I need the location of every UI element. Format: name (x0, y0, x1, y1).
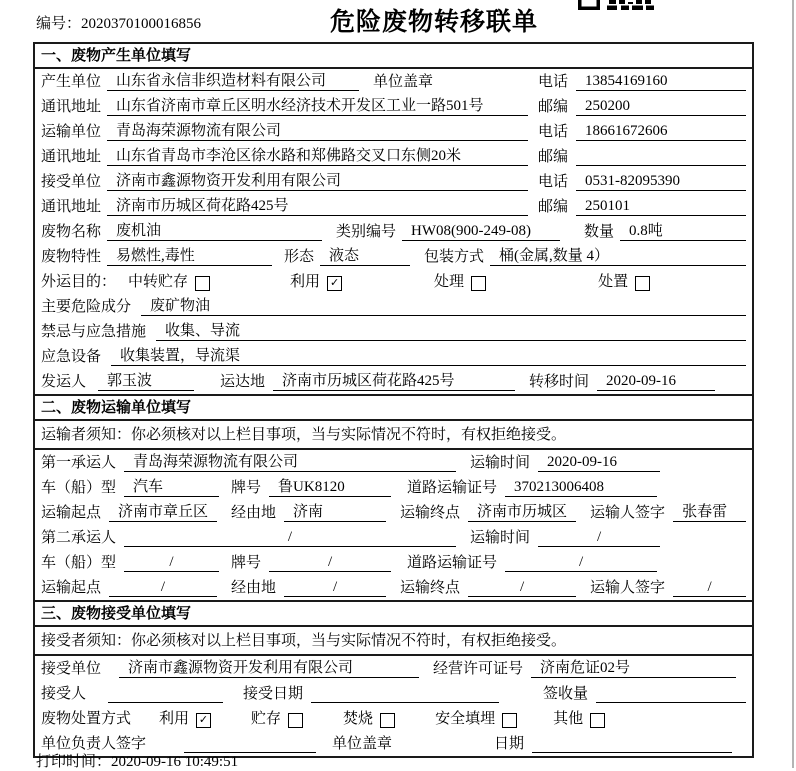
waste-name-row (35, 219, 752, 244)
purpose-transfer-checkbox (195, 276, 210, 291)
receive-unit-row (35, 169, 752, 194)
route2-via-value: / (284, 579, 386, 597)
route1-end-value: 济南市历城区 (468, 500, 576, 522)
receiver-label: 接受人 (41, 686, 87, 702)
produce-addr-value: 山东省济南市章丘区明水经济技术开发区工业一路501号 (107, 94, 528, 116)
section1-title: 一、废物产生单位填写 (35, 44, 752, 69)
route1-sign-label: 运输人签字 (590, 505, 666, 521)
receiver-value (108, 686, 223, 703)
receipt-qty-value (596, 686, 746, 703)
vehicle1-plate-value: 鲁UK8120 (269, 475, 391, 497)
disposal-burn-checkbox (380, 713, 395, 728)
produce-unit-row (35, 69, 752, 94)
receive-phone-label: 电话 (538, 174, 569, 190)
route2-end-label: 运输终点 (400, 580, 461, 596)
carrier1-value: 青岛海荣源物流有限公司 (124, 450, 456, 472)
receiver-row (35, 681, 752, 706)
carrier1-time-value: 2020-09-16 (538, 454, 660, 472)
route1-start-value: 济南市章丘区 (109, 500, 217, 522)
receive-addr-row (35, 194, 752, 219)
unit-seal-label: 单位盖章 (373, 74, 434, 90)
produce-unit-label: 产生单位 (41, 74, 102, 90)
sender-row (35, 369, 752, 394)
vehicle2-value: / (124, 554, 219, 572)
sender-label: 发运人 (41, 374, 87, 390)
carrier2-time-label: 运输时间 (470, 530, 531, 546)
disposal-store-label: 贮存 (251, 711, 282, 727)
vehicle2-cert-value: / (505, 554, 657, 572)
waste-prop-row (35, 244, 752, 269)
transport-phone-label: 电话 (538, 124, 569, 140)
equipment-label: 应急设备 (41, 349, 102, 365)
sender-time-label: 转移时间 (529, 374, 590, 390)
route1-label: 运输起点 (41, 505, 102, 521)
transporter-notice: 运输者须知：你必须核对以上栏目事项，当与实际情况不符时，有权拒绝接受。 (35, 421, 752, 450)
disposal-other-checkbox (590, 713, 605, 728)
transport-addr-row (35, 144, 752, 169)
receive-zip-value: 250101 (576, 198, 746, 216)
serial-number (36, 12, 201, 33)
receive-phone-value: 0531-82095390 (576, 173, 746, 191)
route1-via-value: 济南 (284, 500, 386, 522)
sender-dest-label: 运达地 (220, 374, 266, 390)
receive-addr-label: 通讯地址 (41, 199, 102, 215)
purpose-treat-checkbox (471, 276, 486, 291)
purpose-option-transfer-label: 中转贮存 (128, 274, 189, 290)
disposal-reuse-checkbox: ✓ (196, 713, 211, 728)
vehicle1-value: 汽车 (124, 475, 219, 497)
section3-title: 三、废物接受单位填写 (35, 600, 752, 627)
carrier1-row (35, 450, 752, 475)
disposal-label: 废物处置方式 (41, 711, 132, 727)
produce-zip-value: 250200 (576, 98, 746, 116)
sender-time-value: 2020-09-16 (597, 373, 715, 391)
disposal-landfill-checkbox (502, 713, 517, 728)
route2-via-label: 经由地 (231, 580, 277, 596)
waste-qty-value: 0.8吨 (620, 219, 746, 241)
receive-addr-value: 济南市历城区荷花路425号 (107, 194, 528, 216)
responsible-sign-label: 单位负责人签字 (41, 736, 147, 752)
transport-unit-value: 青岛海荣源物流有限公司 (107, 119, 528, 141)
carrier2-time-value: / (538, 529, 660, 547)
transport-phone-value: 18661672606 (576, 123, 746, 141)
sender-dest-value: 济南市历城区荷花路425号 (273, 369, 515, 391)
carrier1-time-label: 运输时间 (470, 455, 531, 471)
taboo-row (35, 319, 752, 344)
document-header (0, 0, 796, 42)
carrier2-value: / (124, 529, 456, 547)
transport-unit-label: 运输单位 (41, 124, 102, 140)
license-value: 济南危证02号 (531, 656, 736, 678)
section2-title: 二、废物运输单位填写 (35, 394, 752, 421)
transport-unit-row (35, 119, 752, 144)
carrier2-label: 第二承运人 (41, 530, 117, 546)
transport-zip-label: 邮编 (538, 149, 569, 165)
manifest-form (33, 42, 754, 758)
carrier2-row (35, 525, 752, 550)
produce-addr-row (35, 94, 752, 119)
purpose-label: 外运目的： (41, 274, 117, 290)
route1-sign-value: 张春雷 (673, 500, 746, 522)
carrier1-label: 第一承运人 (41, 455, 117, 471)
purpose-reuse-checkbox: ✓ (327, 276, 342, 291)
produce-unit-value: 山东省永信非织造材料有限公司 (107, 69, 359, 91)
route2-sign-label: 运输人签字 (590, 580, 666, 596)
transport-addr-value: 山东省青岛市李沧区徐水路和郑佛路交叉口东侧20米 (107, 144, 528, 166)
serial-value: 2020370100016856 (81, 16, 202, 32)
vehicle1-cert-label: 道路运输证号 (407, 480, 498, 496)
serial-label: 编号： (36, 16, 82, 32)
waste-pack-label: 包装方式 (424, 249, 485, 265)
vehicle2-plate-value: / (269, 554, 391, 572)
produce-phone-value: 13854169160 (576, 73, 746, 91)
disposal-reuse-label: 利用 (159, 711, 190, 727)
disposal-burn-label: 焚烧 (343, 711, 374, 727)
document-title: 危险废物转移联单 (330, 8, 539, 36)
page-edge-line (792, 0, 794, 768)
purpose-option-dispose-label: 处置 (598, 274, 629, 290)
taboo-label: 禁忌与应急措施 (41, 324, 147, 340)
receiver-notice: 接受者须知：你必须核对以上栏目事项，当与实际情况不符时，有权拒绝接受。 (35, 627, 752, 656)
route1-end-label: 运输终点 (400, 505, 461, 521)
receive-unit2-value: 济南市鑫源物资开发利用有限公司 (119, 656, 419, 678)
transport-zip-value (576, 149, 746, 166)
receive-zip-label: 邮编 (538, 199, 569, 215)
hazard-label: 主要危险成分 (41, 299, 132, 315)
qr-code-fragment (578, 0, 654, 10)
vehicle2-plate-label: 牌号 (231, 555, 262, 571)
produce-phone-label: 电话 (538, 74, 569, 90)
vehicle1-cert-value: 370213006408 (505, 479, 657, 497)
purpose-row (35, 269, 752, 294)
vehicle2-cert-label: 道路运输证号 (407, 555, 498, 571)
waste-pack-value: 桶(金属,数量 4） (490, 244, 746, 266)
print-time-value: 2020-09-16 10:49:51 (111, 754, 239, 770)
hazard-value: 废矿物油 (141, 294, 746, 316)
waste-qty-label: 数量 (584, 224, 615, 240)
transport-addr-label: 通讯地址 (41, 149, 102, 165)
disposal-row (35, 706, 752, 731)
disposal-landfill-label: 安全填埋 (435, 711, 496, 727)
route2-start-value: / (109, 579, 217, 597)
sender-value: 郭玉波 (98, 369, 194, 391)
produce-addr-label: 通讯地址 (41, 99, 102, 115)
license-label: 经营许可证号 (433, 661, 524, 677)
route1-via-label: 经由地 (231, 505, 277, 521)
route1-row (35, 500, 752, 525)
sign-date-label: 日期 (494, 736, 525, 752)
produce-zip-label: 邮编 (538, 99, 569, 115)
waste-name-value: 废机油 (107, 219, 322, 241)
vehicle1-plate-label: 牌号 (231, 480, 262, 496)
receive-unit2-row (35, 656, 752, 681)
waste-form-value: 液态 (320, 244, 410, 266)
unit-seal2-label: 单位盖章 (332, 736, 393, 752)
receive-unit-label: 接受单位 (41, 174, 102, 190)
route2-label: 运输起点 (41, 580, 102, 596)
purpose-option-treat-label: 处理 (434, 274, 465, 290)
taboo-value: 收集、导流 (156, 319, 746, 341)
sign-date-value (532, 736, 732, 753)
vehicle2-row (35, 550, 752, 575)
receive-date-label: 接受日期 (243, 686, 304, 702)
equipment-row (35, 344, 752, 369)
purpose-option-reuse-label: 利用 (290, 274, 321, 290)
receive-unit-value: 济南市鑫源物资开发利用有限公司 (107, 169, 528, 191)
waste-name-label: 废物名称 (41, 224, 102, 240)
waste-prop-label: 废物特性 (41, 249, 102, 265)
receipt-qty-label: 签收量 (543, 686, 589, 702)
route2-sign-value: / (673, 579, 746, 597)
vehicle1-row (35, 475, 752, 500)
waste-form-label: 形态 (284, 249, 315, 265)
waste-prop-value: 易燃性,毒性 (107, 244, 272, 266)
receive-unit2-label: 接受单位 (41, 661, 102, 677)
vehicle2-label: 车（船）型 (41, 555, 117, 571)
route2-row (35, 575, 752, 600)
receive-date-value (311, 686, 499, 703)
vehicle1-label: 车（船）型 (41, 480, 117, 496)
purpose-dispose-checkbox (635, 276, 650, 291)
waste-cat-value: HW08(900-249-08) (402, 223, 560, 241)
equipment-value: 收集装置，导流渠 (111, 344, 746, 366)
print-time-label: 打印时间： (36, 754, 112, 770)
hazard-row (35, 294, 752, 319)
disposal-store-checkbox (288, 713, 303, 728)
route2-end-value: / (468, 579, 576, 597)
disposal-other-label: 其他 (553, 711, 584, 727)
waste-cat-label: 类别编号 (336, 224, 397, 240)
